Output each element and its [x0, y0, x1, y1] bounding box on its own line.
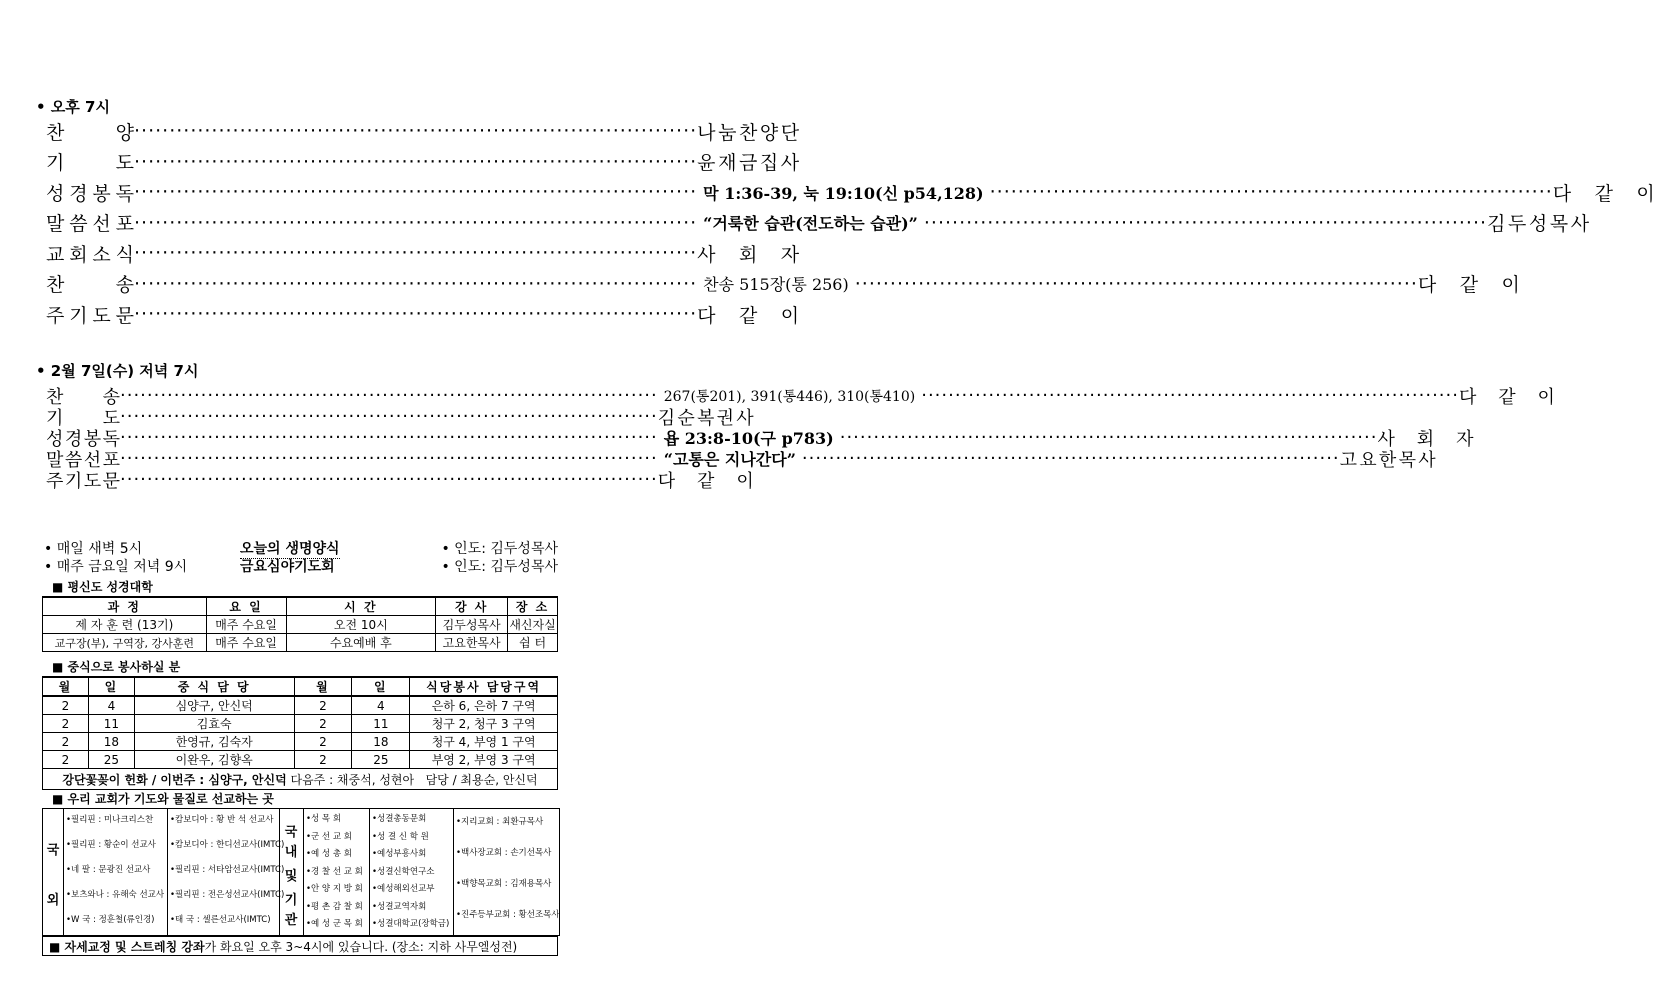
item-leader-char: 이	[1501, 274, 1520, 296]
domestic-label-char: 관	[284, 913, 298, 928]
table-cell: 김두성목사	[436, 616, 508, 634]
altar-this-week: 심양구, 안신덕	[208, 772, 287, 787]
leader-dots: ················································································	[134, 150, 698, 173]
mission-item: •태 국 : 셀른선교사(IMTC)	[170, 915, 271, 925]
college-header-cell: 장 소	[508, 597, 558, 616]
item-label-char: 기	[64, 470, 83, 492]
item-label-char: 봉	[83, 428, 102, 450]
item-leader-char: 요	[1359, 449, 1377, 471]
table-cell: 심양구, 안신덕	[134, 696, 294, 715]
mission-item: •W 국 : 정훈철(류인경)	[66, 915, 155, 925]
item-leader	[1459, 383, 1555, 409]
announcement-title: 오늘의 생명양식	[240, 538, 340, 559]
item-label-char: 도	[102, 407, 120, 429]
table-cell: 매주 수요일	[206, 634, 286, 652]
item-leader-char: 양	[759, 121, 779, 144]
item-label-char: 성	[46, 182, 65, 205]
mission-item: •지리교회 : 최환규목사	[456, 817, 544, 827]
domestic-label-char: 및	[284, 869, 298, 884]
item-leader-char: 같	[1459, 274, 1479, 296]
announcement-dawn	[44, 538, 558, 556]
table-cell: 25	[352, 751, 410, 769]
mission-item: •성결신학연구소	[372, 866, 435, 877]
item-leader-char: 자	[1456, 428, 1474, 450]
item-label-char: 말	[46, 213, 65, 235]
item-leader	[697, 148, 799, 175]
item-detail: “고통은 지나간다”	[663, 450, 796, 469]
item-leader-char: 사	[1418, 449, 1436, 471]
volunteers-table	[42, 676, 558, 790]
table-cell: 2	[43, 715, 89, 733]
item-label-char: 찬	[46, 121, 65, 144]
item-leader-char: 금	[738, 152, 758, 174]
leader-dots: ················································································	[134, 120, 698, 142]
item-label-char: 기	[69, 304, 88, 327]
order-of-service-row	[46, 447, 1436, 471]
item-leader-char: 눔	[718, 121, 737, 144]
item-label	[46, 301, 134, 328]
item-label-char: 독	[115, 182, 134, 205]
item-leader	[658, 467, 754, 493]
foreign-label-char: 외	[46, 893, 60, 908]
altar-flowers-cell	[43, 769, 558, 790]
item-leader-char: 윤	[697, 152, 716, 174]
item-leader-char: 사	[736, 407, 754, 429]
table-cell: 11	[352, 715, 410, 733]
announcement-time: • 매일 새벽 5시	[44, 541, 143, 557]
table-row	[43, 733, 558, 751]
item-leader-char: 나	[697, 121, 716, 144]
item-leader-char: 목	[1398, 449, 1416, 471]
table-cell: 오전 10시	[286, 616, 436, 634]
mission-item: •경 찰 선 교 회	[306, 866, 363, 877]
table-cell: 이완우, 김향옥	[134, 751, 294, 769]
mission-item: •필리핀 : 전은성선교사(IMTC)	[170, 890, 285, 900]
volunteers-header-cell: 일	[88, 677, 134, 696]
item-leader	[697, 118, 799, 145]
foreign-label-char: 국	[46, 843, 60, 858]
order-of-service-row	[46, 177, 1655, 207]
item-leader-char: 단	[780, 121, 800, 144]
table-cell: 부영 2, 부영 3 구역	[410, 751, 558, 769]
order-of-service-row	[46, 405, 754, 429]
volunteers-header-row	[43, 677, 558, 696]
table-row	[43, 634, 558, 652]
item-leader-char: 다	[657, 470, 676, 492]
table-cell: 매주 수요일	[206, 616, 286, 634]
leader-dots: ················································································	[801, 448, 1340, 469]
item-label-char: 찬	[46, 274, 65, 296]
item-label-char: 문	[102, 470, 120, 492]
table-cell: 제 자 훈 련 (13기)	[43, 616, 207, 634]
altar-manager: 담당 / 최용순, 안신덕	[425, 772, 538, 787]
item-leader-char: 이	[736, 470, 754, 492]
item-leader-char: 복	[697, 407, 715, 429]
announcement-leader: • 인도: 김두성목사	[441, 559, 558, 575]
table-cell: 2	[294, 715, 352, 733]
mission-item: •성결총동문회	[372, 814, 427, 824]
order-of-service-row	[46, 426, 1474, 450]
item-label-char: 성	[46, 428, 64, 450]
table-cell: 고요한목사	[436, 634, 508, 652]
item-leader	[697, 301, 799, 328]
item-detail: 막 1:36-39, 눅 19:10(신 p54,128)	[703, 183, 984, 203]
table-cell: 2	[43, 696, 89, 715]
item-leader-char: 사	[697, 243, 716, 266]
order-of-service-row	[46, 299, 800, 329]
item-leader-char: 순	[677, 407, 695, 429]
volunteers-header-cell: 중 식 담 당	[134, 677, 294, 696]
table-row	[43, 715, 558, 733]
item-label-char: 찬	[46, 386, 64, 408]
leader-dots: ················································································	[120, 448, 658, 469]
leader-dots: ················································································	[989, 181, 1553, 203]
domestic-label	[279, 809, 303, 935]
item-leader	[1340, 446, 1436, 472]
mission-item: •진주등부교회 : 황선조목사	[456, 910, 560, 920]
altar-flowers-row	[43, 769, 558, 790]
item-leader-char: 다	[1417, 274, 1437, 296]
announcement-friday	[44, 556, 558, 574]
mission-item: •성 목 회	[306, 814, 342, 824]
volunteers-header-cell: 월	[43, 677, 89, 696]
item-label-char: 송	[115, 274, 134, 296]
item-leader-char: 다	[697, 304, 716, 327]
item-label-char: 선	[92, 213, 111, 235]
volunteers-header-cell: 일	[352, 677, 410, 696]
item-label-char: 도	[83, 470, 102, 492]
item-label-char: 경	[69, 182, 88, 205]
volunteers-header-cell: 월	[294, 677, 352, 696]
order-of-service-row	[46, 208, 1590, 238]
item-leader-char: 이	[780, 304, 800, 327]
leader-dots: ················································································	[120, 469, 658, 490]
college-table	[42, 596, 558, 652]
item-label-char: 회	[69, 243, 88, 266]
mission-item: •예 성 총 회	[306, 849, 352, 859]
order-of-service-row	[46, 238, 800, 268]
item-label	[46, 118, 134, 145]
item-label-char: 씀	[69, 213, 88, 235]
college-header-cell: 요 일	[206, 597, 286, 616]
mission-item: •성 결 신 학 원	[372, 831, 429, 842]
item-leader-char: 김	[657, 407, 676, 429]
item-detail: “거룩한 습관(전도하는 습관)”	[703, 214, 918, 233]
table-cell: 청구 2, 청구 3 구역	[410, 715, 558, 733]
mission-item: •예성해외선교부	[372, 884, 435, 894]
leader-dots: ················································································	[134, 181, 698, 203]
mission-item: •캄보디아 : 황 반 석 선교사	[170, 815, 274, 825]
item-leader-char: 다	[1458, 386, 1477, 408]
item-leader-char: 찬	[738, 121, 758, 144]
leader-dots: ················································································	[134, 242, 698, 264]
item-label-char: 문	[115, 304, 134, 327]
college-title: ■ 평신도 성경대학	[52, 580, 153, 594]
domestic-label-char: 국	[284, 825, 298, 840]
order-of-service-row	[46, 468, 754, 492]
table-row	[43, 616, 558, 634]
item-leader-char: 자	[780, 243, 800, 266]
item-label-char: 씀	[64, 449, 83, 471]
leader-dots: ················································································	[921, 385, 1459, 406]
item-leader-char: 회	[738, 243, 758, 266]
table-cell: 18	[352, 733, 410, 751]
table-cell: 2	[294, 733, 352, 751]
item-leader-char: 사	[1377, 428, 1395, 450]
item-label	[46, 179, 134, 206]
table-cell: 쉼 터	[508, 634, 558, 652]
table-cell: 2	[43, 733, 89, 751]
mission-item: •예성부흥사회	[372, 849, 427, 859]
table-cell: 4	[352, 696, 410, 715]
item-leader-char: 한	[1378, 449, 1397, 471]
domestic-label-char: 내	[284, 845, 298, 860]
item-label-char: 봉	[92, 182, 111, 205]
table-cell: 2	[43, 751, 89, 769]
item-label-char: 주	[46, 304, 65, 327]
item-label-char: 기	[46, 407, 64, 429]
table-cell: 은하 6, 은하 7 구역	[410, 696, 558, 715]
announcement-time: • 매주 금요일 저녁 9시	[44, 559, 188, 575]
missions-title: ■ 우리 교회가 기도와 물질로 선교하는 곳	[52, 792, 274, 806]
wednesday-service-header: • 2월 7일(수) 저녁 7시	[36, 362, 199, 380]
altar-label: 강단꽃꽂이 헌화 / 이번주 :	[62, 772, 209, 787]
order-of-service-row	[46, 384, 1555, 408]
note-title: ■ 자세교정 및 스트레칭 강좌	[49, 940, 205, 954]
mission-item: •백향목교회 : 김재용목사	[456, 879, 552, 889]
volunteers-header-cell: 식당봉사 담당구역	[410, 677, 558, 696]
item-leader-char: 성	[1528, 213, 1548, 235]
leader-dots: ················································································	[923, 211, 1488, 234]
item-label-char: 도	[115, 152, 134, 174]
table-cell: 한영규, 김숙자	[134, 733, 294, 751]
item-detail: 욥 23:8-10(구 p783)	[663, 429, 834, 448]
altar-next-week: 다음주 : 채중석, 성현아	[286, 772, 415, 787]
item-label-char: 식	[115, 243, 134, 266]
item-label-char: 소	[92, 243, 111, 266]
announcement-leader: • 인도: 김두성목사	[441, 541, 558, 557]
item-leader-char: 같	[1594, 182, 1613, 205]
table-cell: 2	[294, 751, 352, 769]
item-leader	[697, 240, 799, 267]
leader-dots: ················································································	[134, 303, 698, 325]
college-header-cell: 과 정	[43, 597, 207, 616]
item-leader-char: 회	[1416, 428, 1435, 450]
item-leader-char: 고	[1339, 449, 1358, 471]
item-leader	[1418, 270, 1520, 297]
table-cell: 11	[88, 715, 134, 733]
item-leader	[1487, 209, 1589, 236]
item-label-char: 경	[64, 428, 83, 450]
leader-dots: ················································································	[839, 427, 1378, 448]
item-leader-char: 권	[716, 407, 735, 429]
mission-item: •보츠와나 : 유해숙 선교사	[66, 890, 165, 900]
item-leader-char: 이	[1537, 386, 1555, 408]
item-leader-char: 같	[1498, 386, 1516, 408]
mission-item: •필리핀 : 미나크리스찬	[66, 815, 154, 825]
table-cell: 18	[88, 733, 134, 751]
posture-class-note	[42, 936, 558, 956]
mission-item: •필리핀 : 서타암선교사(IMTC)	[170, 865, 285, 875]
college-header-cell: 강 사	[436, 597, 508, 616]
order-of-service-row	[46, 147, 800, 177]
table-row	[43, 696, 558, 715]
table-cell: 교구장(부), 구역장, 강사훈련	[43, 634, 207, 652]
item-label	[46, 467, 120, 493]
item-label-char: 말	[46, 449, 64, 471]
volunteers-title: ■ 중식으로 봉사하실 분	[52, 660, 181, 674]
item-leader-char: 김	[1487, 213, 1506, 235]
item-label-char: 포	[115, 213, 134, 235]
item-leader-char: 같	[738, 304, 758, 327]
foreign-label	[43, 809, 63, 935]
leader-dots: ················································································	[134, 211, 698, 234]
domestic-label-char: 기	[284, 893, 298, 908]
item-leader-char: 다	[1552, 182, 1572, 205]
item-label	[46, 240, 134, 267]
table-cell: 청구 4, 부영 1 구역	[410, 733, 558, 751]
mission-item: •성결교역자회	[372, 901, 427, 912]
item-label-char: 주	[46, 470, 64, 492]
item-label	[46, 148, 134, 175]
item-label-char: 송	[102, 386, 120, 408]
college-header-cell: 시 간	[286, 597, 436, 616]
item-detail: 찬송 515장(통 256)	[703, 275, 849, 294]
evening-service-header: • 오후 7시	[36, 98, 110, 116]
item-label-char: 기	[46, 152, 65, 174]
mission-item: •성결대학교(장학금)	[372, 919, 450, 929]
mission-item: •군 선 교 회	[306, 831, 352, 842]
note-text: 가 화요일 오후 3~4시에 있습니다. (장소: 지하 사무엘성전)	[204, 940, 518, 954]
item-leader-char: 같	[697, 470, 715, 492]
item-label	[46, 270, 134, 297]
table-cell: 김효숙	[134, 715, 294, 733]
item-label	[46, 209, 134, 236]
mission-item: •예 성 군 목 회	[306, 919, 363, 929]
announcement-title: 금요심야기도회	[240, 559, 335, 575]
item-label-char: 교	[46, 243, 65, 266]
table-cell: 25	[88, 751, 134, 769]
order-of-service-row	[46, 269, 1520, 299]
leader-dots: ················································································	[134, 272, 698, 295]
mission-item: •네 팔 : 문광진 선교사	[66, 865, 151, 875]
mission-item: •평 촌 감 찰 회	[306, 901, 363, 912]
item-leader-char: 사	[780, 152, 800, 174]
item-leader-char: 이	[1636, 182, 1655, 205]
item-detail: 267(통201), 391(통446), 310(통410)	[663, 388, 916, 405]
mission-item: •필리핀 : 황순이 선교사	[66, 840, 156, 850]
leader-dots: ················································································	[120, 385, 658, 406]
item-leader	[1553, 179, 1655, 206]
missions-box	[42, 808, 560, 936]
leader-dots: ················································································	[120, 406, 658, 427]
table-cell: 수요예배 후	[286, 634, 436, 652]
item-label-char: 도	[92, 304, 111, 327]
mission-item: •안 양 지 방 회	[306, 884, 363, 894]
item-leader-char: 사	[1570, 213, 1590, 235]
item-label-char: 포	[102, 449, 120, 471]
table-row	[43, 751, 558, 769]
order-of-service-row	[46, 116, 800, 146]
leader-dots: ················································································	[120, 427, 658, 448]
leader-dots: ················································································	[854, 272, 1418, 295]
item-leader-char: 집	[759, 152, 779, 174]
item-leader-char: 재	[718, 152, 737, 174]
item-label-char: 독	[102, 428, 120, 450]
item-label-char: 선	[83, 449, 102, 471]
table-cell: 4	[88, 696, 134, 715]
item-leader-char: 두	[1507, 213, 1527, 235]
mission-item: •백사장교회 : 손기선목사	[456, 848, 552, 858]
item-label-char: 양	[115, 121, 134, 144]
item-leader-char: 목	[1549, 213, 1569, 235]
mission-item: •캄보디아 : 한디선교사(IMTC)	[170, 840, 285, 850]
table-cell: 새신자실	[508, 616, 558, 634]
table-cell: 2	[294, 696, 352, 715]
college-header-row	[43, 597, 558, 616]
